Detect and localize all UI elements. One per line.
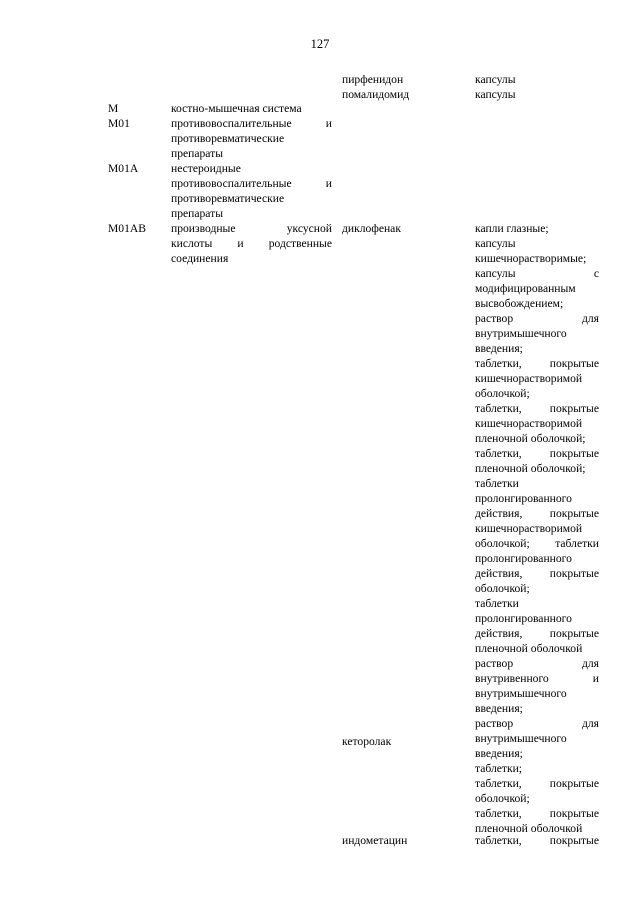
drug-name-cell bbox=[342, 734, 467, 749]
dosage-form-line: таблетки, покрытые bbox=[475, 807, 599, 820]
dosage-form-line: внутримышечного bbox=[475, 732, 567, 745]
dosage-form-line: действия, покрытые bbox=[475, 627, 599, 640]
dosage-form-line: введения; bbox=[475, 747, 523, 760]
drug-name: помалидомид bbox=[342, 88, 410, 101]
atc-code: M bbox=[108, 102, 119, 115]
atc-group-line: препараты bbox=[171, 207, 223, 220]
dosage-form-line: внутримышечного bbox=[475, 687, 567, 700]
atc-group-cell bbox=[171, 221, 332, 266]
dosage-form-line: таблетки, покрытые bbox=[475, 777, 599, 790]
drug-name-cell bbox=[342, 221, 467, 236]
dosage-form-line: таблетки, покрытые bbox=[475, 402, 599, 415]
dosage-form-line: таблетки, покрытые bbox=[475, 447, 599, 460]
page-number: 127 bbox=[310, 37, 330, 51]
dosage-form-line: пленочной оболочкой bbox=[475, 822, 583, 835]
atc-group-line: нестероидные bbox=[171, 162, 241, 175]
drug-name: индометацин bbox=[342, 834, 408, 847]
atc-group-line: костно-мышечная система bbox=[171, 102, 302, 115]
dosage-form-line: модифицированным bbox=[475, 282, 576, 295]
dosage-form-cell bbox=[475, 72, 599, 102]
dosage-form-line: оболочкой; bbox=[475, 582, 530, 595]
dosage-form-cell bbox=[475, 716, 599, 836]
atc-code: M01A bbox=[108, 162, 139, 175]
drug-name: пирфенидон bbox=[342, 73, 404, 86]
dosage-form-line: кишечнорастворимой bbox=[475, 372, 583, 385]
dosage-form-line: оболочкой; bbox=[475, 792, 530, 805]
dosage-form-line: пленочной оболочкой; bbox=[475, 462, 586, 475]
dosage-form-line: таблетки bbox=[475, 477, 519, 490]
atc-group-line: противовоспалительные и bbox=[171, 177, 332, 190]
atc-group-line: противоревматические bbox=[171, 132, 285, 145]
atc-group-line: препараты bbox=[171, 147, 223, 160]
dosage-form-line: введения; bbox=[475, 342, 523, 355]
drug-name-cell bbox=[342, 833, 467, 848]
drug-name: диклофенак bbox=[342, 222, 401, 235]
dosage-form-line: капсулы с bbox=[475, 267, 599, 280]
dosage-form-line: раствор для bbox=[475, 717, 599, 730]
dosage-form-line: действия, покрытые bbox=[475, 507, 599, 520]
dosage-form-line: кишечнорастворимой bbox=[475, 522, 583, 535]
dosage-form-line: капли глазные; bbox=[475, 222, 549, 235]
dosage-form-line: пленочной оболочкой bbox=[475, 642, 583, 655]
dosage-form-line: кишечнорастворимой bbox=[475, 417, 583, 430]
dosage-form-line: внутривенного и bbox=[475, 672, 599, 685]
dosage-form-line: капсулы bbox=[475, 88, 516, 101]
dosage-form-line: оболочкой; bbox=[475, 387, 530, 400]
atc-group-cell bbox=[171, 161, 332, 221]
dosage-form-line: внутримышечного bbox=[475, 327, 567, 340]
dosage-form-line: оболочкой; таблетки bbox=[475, 537, 599, 550]
dosage-form-line: действия, покрытые bbox=[475, 567, 599, 580]
atc-code: M01AB bbox=[108, 222, 147, 235]
dosage-form-line: кишечнорастворимые; bbox=[475, 252, 587, 265]
atc-group-line: соединения bbox=[171, 252, 229, 265]
dosage-form-line: раствор для bbox=[475, 312, 599, 325]
dosage-form-line: пленочной оболочкой; bbox=[475, 432, 586, 445]
dosage-form-line: пролонгированного bbox=[475, 552, 572, 565]
atc-code: M01 bbox=[108, 117, 130, 130]
dosage-form-line: пролонгированного bbox=[475, 612, 572, 625]
dosage-form-line: пролонгированного bbox=[475, 492, 572, 505]
dosage-form-cell bbox=[475, 221, 599, 716]
atc-group-line: противовоспалительные и bbox=[171, 117, 332, 130]
drug-name-cell bbox=[342, 72, 467, 102]
atc-group-line: производные уксусной bbox=[171, 222, 332, 235]
dosage-form-line: капсулы bbox=[475, 73, 516, 86]
dosage-form-line: таблетки bbox=[475, 597, 519, 610]
dosage-form-line: капсулы bbox=[475, 237, 516, 250]
atc-group-line: противоревматические bbox=[171, 192, 285, 205]
dosage-form-cell bbox=[475, 833, 599, 848]
dosage-form-line: таблетки, покрытые bbox=[475, 834, 599, 847]
atc-group-cell bbox=[171, 116, 332, 161]
dosage-form-line: таблетки, покрытые bbox=[475, 357, 599, 370]
dosage-form-line: введения; bbox=[475, 702, 523, 715]
atc-group-line: кислоты и родственные bbox=[171, 237, 332, 250]
drug-name: кеторолак bbox=[342, 735, 392, 748]
dosage-form-line: таблетки; bbox=[475, 762, 523, 775]
dosage-form-line: высвобождением; bbox=[475, 297, 564, 310]
atc-group-cell bbox=[171, 101, 332, 116]
dosage-form-line: раствор для bbox=[475, 657, 599, 670]
